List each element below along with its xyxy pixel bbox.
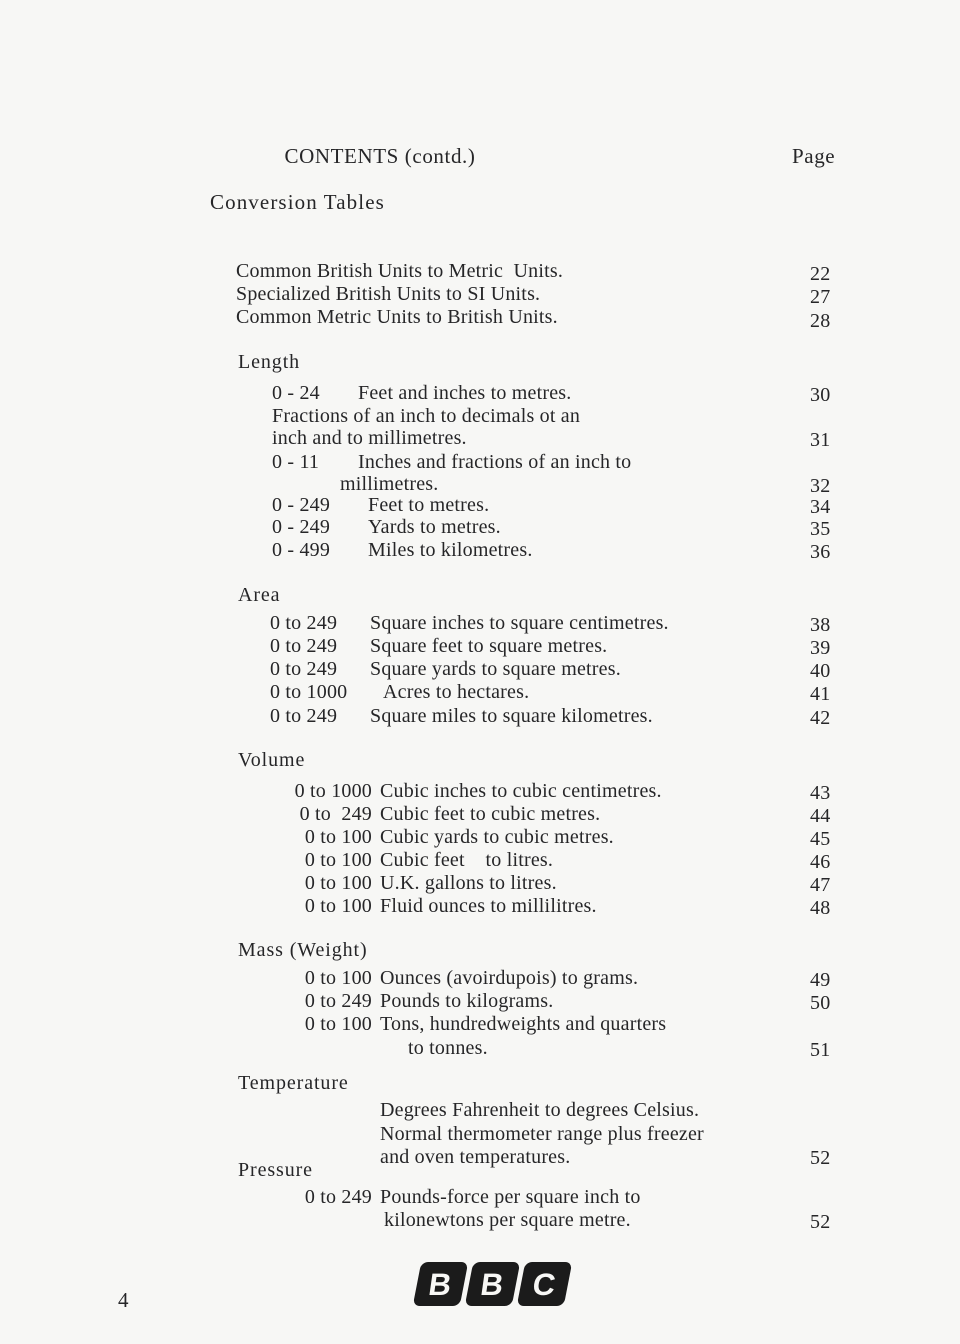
bbc-logo-block-2 bbox=[465, 1262, 521, 1306]
toc-entry-label: Common Metric Units to British Units. bbox=[236, 306, 558, 328]
toc-entry-label: Yards to metres. bbox=[368, 516, 501, 538]
toc-entry-page: 52 bbox=[810, 1147, 831, 1169]
toc-entry-label: inch and to millimetres. bbox=[272, 427, 467, 449]
toc-entry-range: 0 to 100 bbox=[304, 967, 372, 989]
toc-entry-label: Ounces (avoirdupois) to grams. bbox=[380, 967, 639, 989]
toc-entry-page: 22 bbox=[810, 263, 831, 285]
toc-entry-range: 0 - 249 bbox=[272, 494, 331, 516]
toc-entry-range: 0 - 11 bbox=[272, 451, 320, 473]
toc-entry-range: 0 to 249 bbox=[270, 612, 338, 634]
toc-entry-page: 48 bbox=[810, 897, 831, 919]
toc-entry-page: 41 bbox=[810, 683, 831, 705]
section-heading-pressure: Pressure bbox=[238, 1159, 313, 1181]
bbc-logo-block-3 bbox=[517, 1262, 573, 1306]
toc-entry-label: Feet to metres. bbox=[368, 494, 490, 516]
toc-entry-range: 0 to 100 bbox=[304, 1013, 372, 1035]
toc-entry-label: Normal thermometer range plus freezer bbox=[380, 1123, 704, 1145]
bbc-logo-letter: B bbox=[478, 1266, 507, 1302]
toc-entry-label: Fluid ounces to millilitres. bbox=[380, 895, 597, 917]
toc-entry-page: 35 bbox=[810, 518, 831, 540]
toc-entry-page: 31 bbox=[810, 429, 831, 451]
toc-entry-label: kilonewtons per square metre. bbox=[384, 1209, 631, 1231]
toc-entry-label: Cubic yards to cubic metres. bbox=[380, 826, 614, 848]
toc-entry-label: Feet and inches to metres. bbox=[358, 382, 572, 404]
toc-entry-range: 0 - 249 bbox=[272, 516, 331, 538]
toc-entry-label: Fractions of an inch to decimals ot an bbox=[272, 405, 581, 427]
section-heading-length: Length bbox=[238, 351, 301, 373]
toc-entry-page: 45 bbox=[810, 828, 831, 850]
section-heading-mass: Mass (Weight) bbox=[238, 939, 368, 961]
toc-entry-label: U.K. gallons to litres. bbox=[380, 872, 557, 894]
toc-entry-page: 32 bbox=[810, 475, 831, 497]
toc-entry-label: Miles to kilometres. bbox=[368, 539, 533, 561]
toc-entry-page: 36 bbox=[810, 541, 831, 563]
toc-entry-label: Square miles to square kilometres. bbox=[370, 705, 653, 727]
toc-entry-range: 0 - 24 bbox=[272, 382, 320, 404]
toc-entry-label: Cubic inches to cubic centimetres. bbox=[380, 780, 662, 802]
toc-entry-label: Square yards to square metres. bbox=[370, 658, 621, 680]
section-heading-volume: Volume bbox=[238, 749, 306, 771]
toc-entry-label: millimetres. bbox=[340, 473, 439, 495]
page-column-label: Page bbox=[792, 144, 836, 168]
toc-entry-page: 49 bbox=[810, 969, 831, 991]
folio-page-number: 4 bbox=[118, 1288, 129, 1312]
toc-entry-page: 52 bbox=[810, 1211, 831, 1233]
toc-entry-range: 0 to 1000 bbox=[270, 681, 348, 703]
section-heading-area: Area bbox=[238, 584, 281, 606]
toc-entry-range: 0 to 249 bbox=[304, 990, 372, 1012]
toc-entry-label: Specialized British Units to SI Units. bbox=[236, 283, 541, 305]
section-heading-temperature: Temperature bbox=[238, 1072, 349, 1094]
toc-entry-range: 0 to 100 bbox=[304, 895, 372, 917]
toc-entry-label: Tons, hundredweights and quarters bbox=[380, 1013, 667, 1035]
toc-entry-label: Inches and fractions of an inch to bbox=[358, 451, 632, 473]
toc-entry-range: 0 to 249 bbox=[270, 635, 338, 657]
toc-entry-range: 0 to 249 bbox=[304, 1186, 372, 1208]
toc-entry-label: Square feet to square metres. bbox=[370, 635, 608, 657]
toc-entry-range: 0 to 249 bbox=[270, 658, 338, 680]
bbc-logo-letter: B bbox=[426, 1266, 455, 1302]
toc-entry-page: 34 bbox=[810, 496, 831, 518]
group-title: Conversion Tables bbox=[210, 190, 385, 214]
toc-entry-page: 51 bbox=[810, 1039, 831, 1061]
toc-entry-label: to tonnes. bbox=[408, 1037, 488, 1059]
toc-entry-label: Pounds to kilograms. bbox=[380, 990, 554, 1012]
toc-entry-label: and oven temperatures. bbox=[380, 1146, 571, 1168]
toc-entry-label: Cubic feet to litres. bbox=[380, 849, 554, 871]
toc-entry-page: 47 bbox=[810, 874, 831, 896]
toc-entry-page: 38 bbox=[810, 614, 831, 636]
toc-entry-range: 0 to 100 bbox=[304, 826, 372, 848]
toc-entry-page: 50 bbox=[810, 992, 831, 1014]
bbc-logo-block-1 bbox=[413, 1262, 469, 1306]
toc-entry-page: 30 bbox=[810, 384, 831, 406]
toc-entry-label: Acres to hectares. bbox=[383, 681, 530, 703]
toc-entry-page: 39 bbox=[810, 637, 831, 659]
toc-entry-range: 0 to 1000 bbox=[294, 780, 372, 802]
toc-entry-range: 0 to 249 bbox=[270, 705, 338, 727]
toc-entry-page: 28 bbox=[810, 310, 831, 332]
toc-entry-label: Cubic feet to cubic metres. bbox=[380, 803, 601, 825]
toc-entry-page: 43 bbox=[810, 782, 831, 804]
toc-entry-range: 0 to 100 bbox=[304, 849, 372, 871]
bbc-logo-letter: C bbox=[530, 1266, 559, 1302]
toc-entry-label: Common British Units to Metric Units. bbox=[236, 260, 564, 282]
toc-entry-label: Pounds-force per square inch to bbox=[380, 1186, 641, 1208]
toc-entry-page: 44 bbox=[810, 805, 831, 827]
toc-entry-label: Degrees Fahrenheit to degrees Celsius. bbox=[380, 1099, 700, 1121]
bbc-logo bbox=[417, 1262, 568, 1306]
toc-entry-range: 0 to 249 bbox=[299, 803, 372, 825]
toc-entry-page: 46 bbox=[810, 851, 831, 873]
toc-entry-page: 42 bbox=[810, 707, 831, 729]
toc-entry-page: 27 bbox=[810, 286, 831, 308]
toc-entry-range: 0 - 499 bbox=[272, 539, 331, 561]
page-title: CONTENTS (contd.) bbox=[284, 144, 476, 168]
toc-entry-label: Square inches to square centimetres. bbox=[370, 612, 669, 634]
toc-entry-page: 40 bbox=[810, 660, 831, 682]
toc-entry-range: 0 to 100 bbox=[304, 872, 372, 894]
